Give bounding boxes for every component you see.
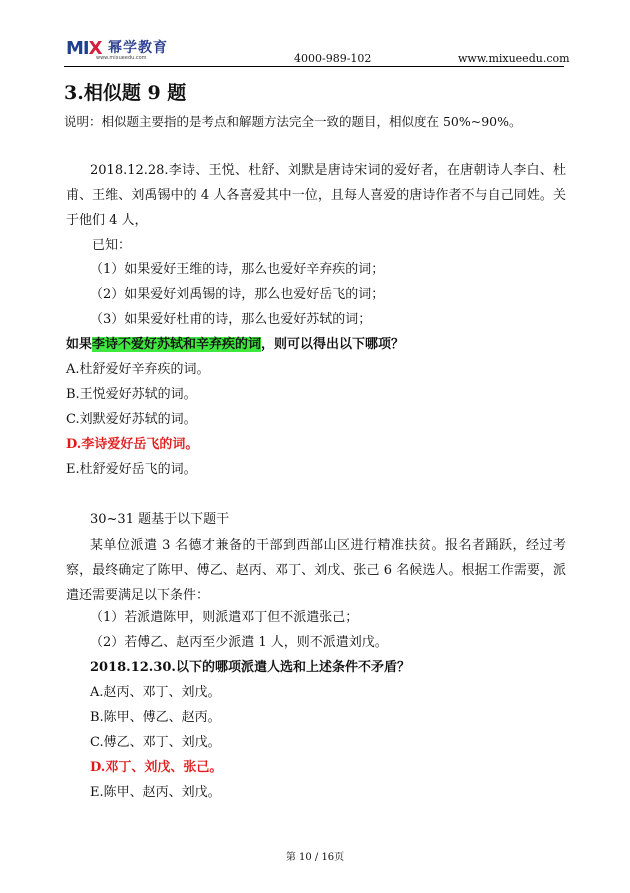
q2-stem: 某单位派遣 3 名德才兼备的干部到西部山区进行精准扶贫。报名者踊跃，经过考察，最终确定了陈甲、傅乙、赵丙、邓丁、刘戊、张己 6 名候选人。根据工作需要，派遣还需要满足以下条件： [66, 538, 566, 603]
q1-option-c: C.刘默爱好苏轼的词。 [66, 412, 197, 427]
logo-text: 幂学教育 [108, 40, 168, 56]
header-website: www.mixueedu.com [458, 52, 570, 65]
q1-question: 如果李诗不爱好苏轼和辛弃疾的词，则可以得出以下哪项？ [66, 337, 405, 352]
q2-option-d-answer: D.邓丁、刘戊、张己。 [90, 760, 223, 775]
q1-option-d-answer: D.李诗爱好岳飞的词。 [66, 437, 199, 452]
q1-option-a: A.杜舒爱好辛弃疾的词。 [66, 362, 210, 377]
q2-option-b: B.陈甲、傅乙、赵丙。 [90, 710, 221, 725]
q1-condition-2: （2）如果爱好刘禹锡的诗，那么也爱好岳飞的词； [90, 287, 385, 302]
q1-question-highlight: 李诗不爱好苏轼和辛弃疾的词 [92, 337, 262, 352]
q2-intro: 30~31 题基于以下题干 [90, 512, 230, 527]
q1-stem: 2018.12.28.李诗、王悦、杜舒、刘默是唐诗宋词的爱好者，在唐朝诗人李白、杜甫、王维、刘禹锡中的 4 人各喜爱其中一位，且每人喜爱的唐诗作者不与自己同姓。关于他们 4 人， [66, 163, 566, 228]
q1-condition-1: （1）如果爱好王维的诗，那么也爱好辛弃疾的词； [90, 262, 385, 277]
q2-condition-2: （2）若傅乙、赵丙至少派遣 1 人，则不派遣刘戊。 [90, 635, 388, 650]
page-number: 第 10 / 16页 [285, 852, 345, 863]
q2-option-c: C.傅乙、邓丁、刘戊。 [90, 735, 221, 750]
q2-question: 2018.12.30.以下的哪项派遣人选和上述条件不矛盾？ [90, 660, 410, 675]
section-title: 3.相似题 9 题 [64, 82, 187, 104]
q2-option-a: A.赵丙、邓丁、刘戊。 [90, 685, 221, 700]
logo-mark: MIX [66, 38, 102, 59]
section-note: 说明：相似题主要指的是考点和解题方法完全一致的题目，相似度在 50%~90%。 [64, 114, 522, 129]
q1-condition-3: （3）如果爱好杜甫的诗，那么也爱好苏轼的词； [90, 312, 372, 327]
q1-option-b: B.王悦爱好苏轼的词。 [66, 387, 197, 402]
q1-option-e: E.杜舒爱好岳飞的词。 [66, 462, 197, 477]
q2-option-e: E.陈甲、赵丙、刘戊。 [90, 785, 221, 800]
q1-known-label: 已知： [92, 238, 132, 253]
header-divider [64, 66, 564, 67]
logo-url: www.mixueedu.com [96, 55, 147, 61]
page-header [0, 0, 630, 70]
q2-condition-1: （1）若派遣陈甲，则派遣邓丁但不派遣张己； [90, 610, 359, 625]
brand-logo [66, 38, 186, 68]
header-phone: 4000-989-102 [294, 52, 372, 65]
